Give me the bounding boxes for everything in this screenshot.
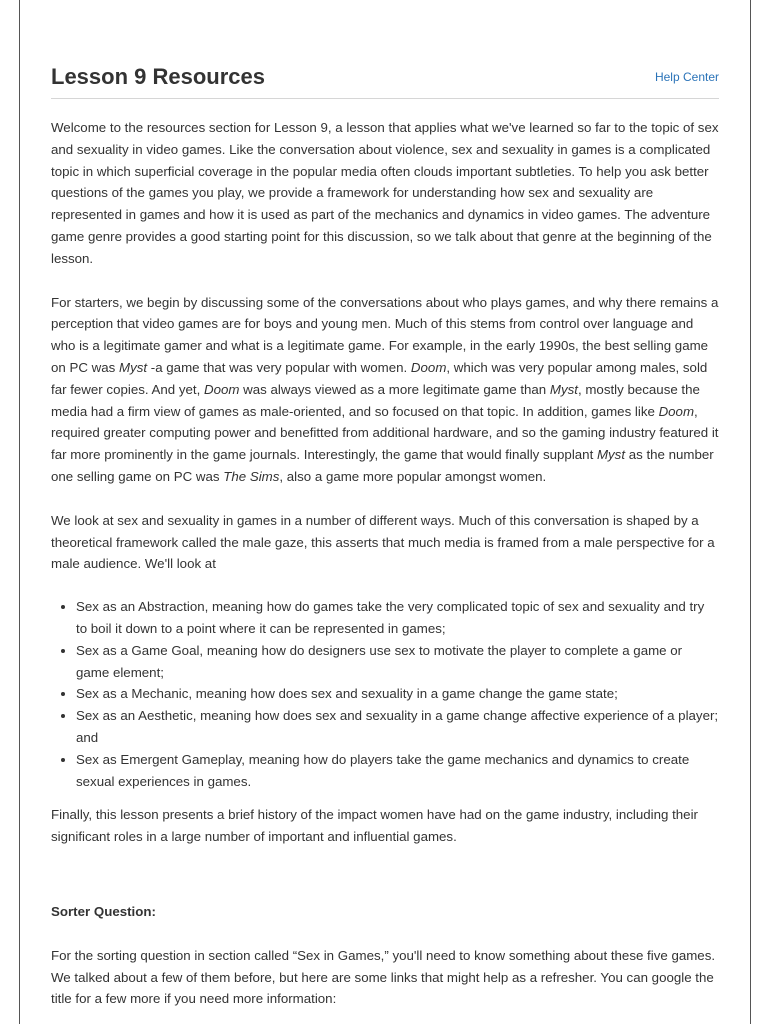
topics-list	[51, 596, 719, 792]
list-item-aesthetic: • Sex as an Aesthetic, meaning how does sex and sexuality in a game change affective experience of a player; and	[76, 705, 719, 749]
page-frame	[19, 0, 751, 1024]
sorter-question-heading: Sorter Question:	[51, 903, 156, 919]
page-title: Lesson 9 Resources	[51, 64, 265, 89]
history-paragraph: Finally, this lesson presents a brief history of the impact women have had on the game industry, including their significant roles in a large number of important and influential games.	[51, 807, 698, 845]
intro-paragraph: Welcome to the resources section for Lesson 9, a lesson that applies what we've learned so far to the topic of sex and sexuality in video games. Like the conversation about violence, sex and sexuality in games is a complicated topic in which superficial coverage in the popular media often clouds important subtleties. To help you ask better questions of the games you play, we provide a framework for understanding how sex and sexuality are represented in games and how it is used as part of the mechanics and dynamics in video games. The adventure game genre provides a good starting point for this discussion, so we talk about that genre at the beginning of the lesson.	[51, 120, 719, 266]
myst-title: Myst	[549, 381, 578, 397]
doom-title: Doom	[410, 359, 447, 375]
list-item-abstraction: • Sex as an Abstraction, meaning how do games take the very complicated topic of sex and sexuality and try to boil it down to a point where it can be represented in games;	[76, 596, 719, 640]
main-content	[51, 62, 719, 1010]
sorter-paragraph: For the sorting question in section called “Sex in Games,” you'll need to know something about these five games. We talked about a few of them before, but here are some links that might help as a refresher. You can google the title for a few more if you need more information:	[51, 947, 716, 1007]
page-header	[51, 62, 719, 99]
myst-title: Myst	[596, 447, 626, 463]
doom-title: Doom	[204, 381, 240, 397]
doom-title: Doom	[658, 403, 695, 419]
list-item-mechanic: • Sex as a Mechanic, meaning how does sex and sexuality in a game change the game state;	[76, 683, 719, 705]
help-center-link[interactable]: Help Center	[654, 69, 719, 84]
myst-title: Myst	[119, 359, 148, 375]
sims-title: The Sims	[223, 468, 280, 484]
list-item-emergent-gameplay: • Sex as Emergent Gameplay, meaning how do players take the game mechanics and dynamics to create sexual experiences in games.	[76, 749, 719, 793]
framework-paragraph: We look at sex and sexuality in games in a number of different ways. Much of this conversation is shaped by a theoretical framework called the male gaze, this asserts that much media is framed from a male perspective for a male audience. We'll look at	[51, 512, 715, 572]
list-item-game-goal: • Sex as a Game Goal, meaning how do designers use sex to motivate the player to complete a game or game element;	[76, 640, 719, 684]
starters-paragraph: For starters, we begin by discussing some of the conversations about who plays games, and why there remains a perception that video games are for boys and young men. Much of this stems from control over language and who is a legitimate gamer and what is a legitimate game. For example, in the early 1990s, the best selling game on PC was Myst -a game that was very popular with women. Doom, which was very popular among males, sold far fewer copies. And yet, Doom was always viewed as a more legitimate game than Myst, mostly because the media had a firm view of games as male-oriented, and so focused on that topic. In addition, games like Doom, required greater computing power and benefitted from additional hardware, and so the gaming industry featured it far more prominently in the game journals. Interestingly, the game that would finally supplant Myst as the number one selling game on PC was The Sims, also a game more popular amongst women.	[51, 294, 719, 484]
